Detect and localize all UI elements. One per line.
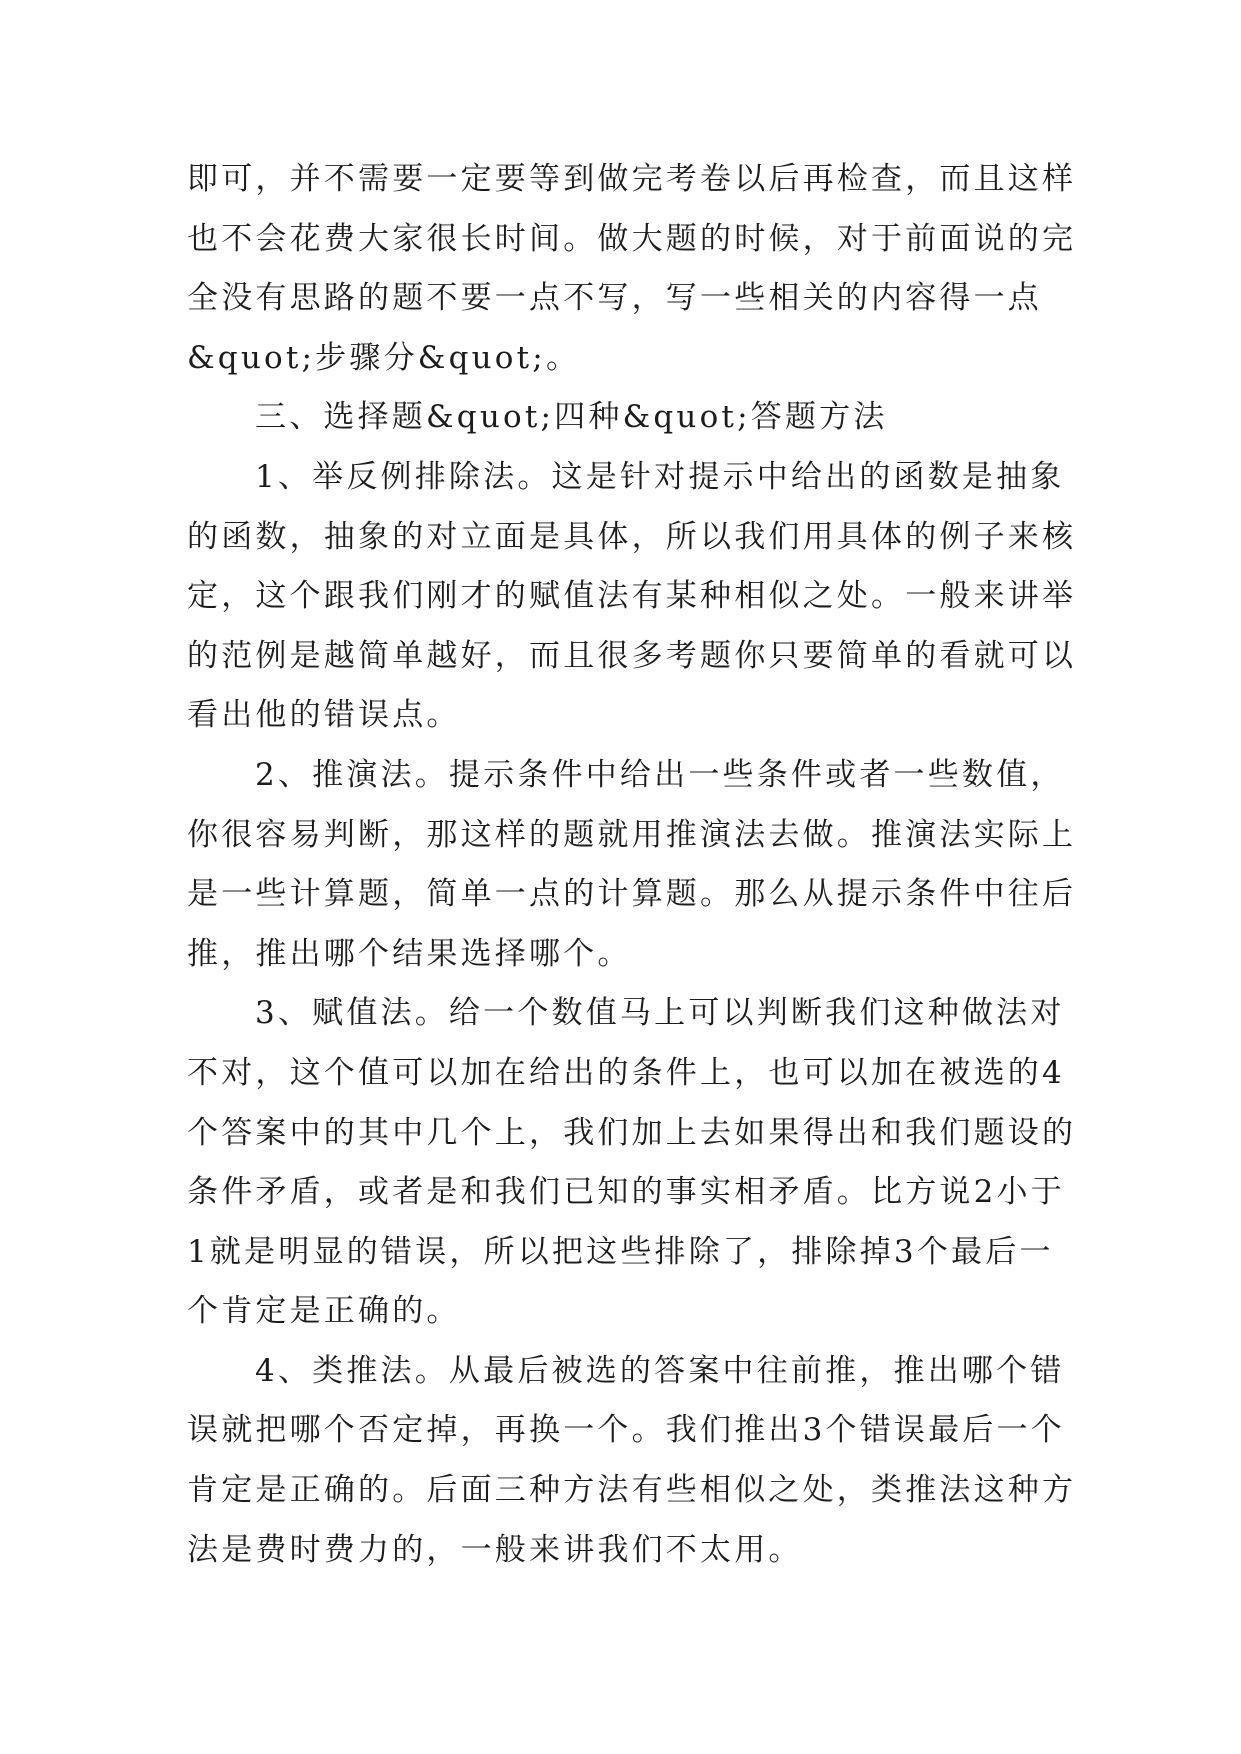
text-line: 的范例是越简单越好，而且很多考题你只要简单的看就可以 [187, 637, 1077, 674]
text-line: 看出他的错误点。 [187, 697, 461, 734]
text-line: 定，这个跟我们刚才的赋值法有某种相似之处。一般来讲举 [187, 578, 1077, 615]
text-line: 也不会花费大家很长时间。做大题的时候，对于前面说的完 [187, 220, 1077, 257]
text-line: 即可，并不需要一定要等到做完考卷以后再检查，而且这样 [187, 161, 1077, 197]
text-line: 4、类推法。从最后被选的答案中往前推，推出哪个错 [255, 1352, 1065, 1389]
document-body [187, 150, 1077, 1580]
text-line: &quot;步骤分&quot;。 [187, 339, 581, 376]
text-line: 条件矛盾，或者是和我们已知的事实相矛盾。比方说2小于 [187, 1174, 1065, 1211]
text-line: 推，推出哪个结果选择哪个。 [187, 935, 632, 972]
text-line: 个答案中的其中几个上，我们加上去如果得出和我们题设的 [187, 1114, 1077, 1151]
text-line: 1就是明显的错误，所以把这些排除了，排除掉3个最后一 [187, 1233, 1054, 1270]
text-line: 是一些计算题，简单一点的计算题。那么从提示条件中往后 [187, 876, 1077, 913]
text-line: 法是费时费力的，一般来讲我们不太用。 [187, 1531, 803, 1568]
text-line: 的函数，抽象的对立面是具体，所以我们用具体的例子来核 [187, 518, 1077, 555]
text-line: 你很容易判断，那这样的题就用推演法去做。推演法实际上 [187, 816, 1077, 853]
text-line: 2、推演法。提示条件中给出一些条件或者一些数值， [255, 756, 1065, 793]
text-line: 个肯定是正确的。 [187, 1293, 461, 1330]
text-line: 不对，这个值可以加在给出的条件上，也可以加在被选的4 [187, 1054, 1065, 1091]
text-line: 三、选择题&quot;四种&quot;答题方法 [255, 399, 888, 436]
text-line: 1、举反例排除法。这是针对提示中给出的函数是抽象 [255, 458, 1065, 495]
text-line: 肯定是正确的。后面三种方法有些相似之处，类推法这种方 [187, 1472, 1077, 1509]
text-line: 3、赋值法。给一个数值马上可以判断我们这种做法对 [255, 995, 1065, 1032]
text-line: 全没有思路的题不要一点不写，写一些相关的内容得一点 [187, 280, 1042, 317]
text-line: 误就把哪个否定掉，再换一个。我们推出3个错误最后一个 [187, 1412, 1065, 1449]
